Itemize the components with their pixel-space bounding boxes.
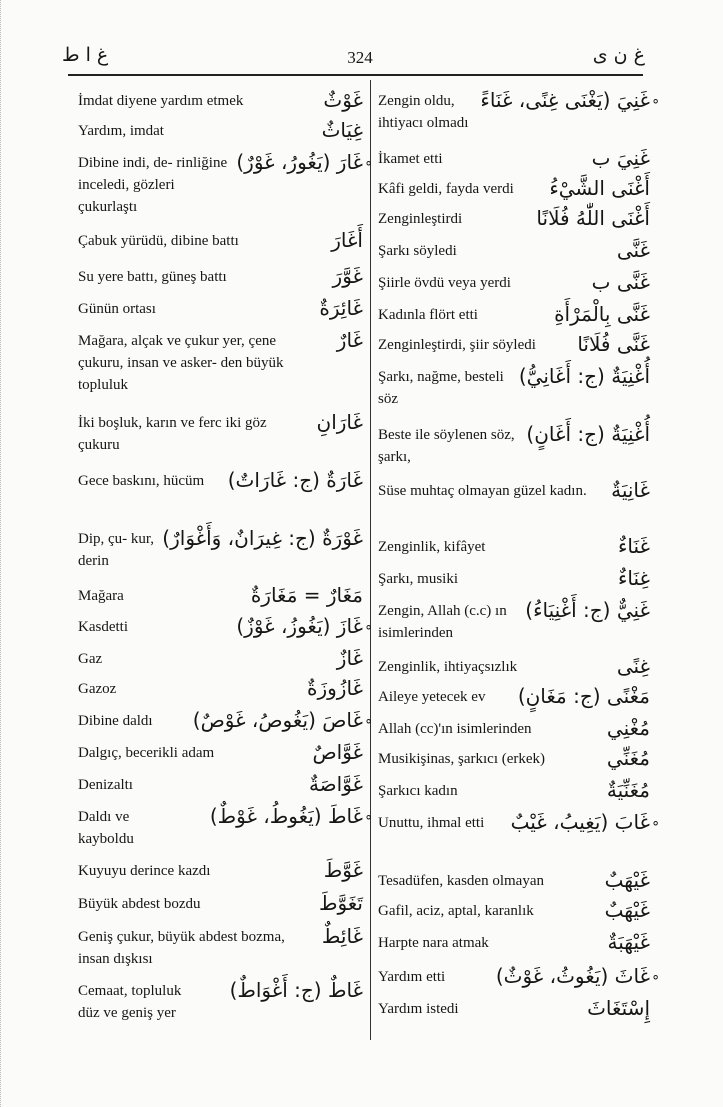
entry-arabic-headword: مَغْنًى (ج: مَغَانٍ) [517, 684, 650, 708]
entry-turkish-meaning: Unuttu, ihmal etti [378, 815, 485, 831]
root-marker-dot: ∘ [364, 810, 373, 825]
dictionary-entry [78, 804, 373, 847]
entry-turkish-meaning: Harpte nara atmak [378, 935, 489, 951]
dictionary-entry [378, 422, 650, 465]
entry-turkish-meaning: Dalgıç, becerikli adam [78, 745, 215, 761]
entry-arabic-headword: غَاطٌ (ج: أَغْوَاطٌ) [229, 978, 363, 1002]
root-marker-dot: ∘ [364, 156, 373, 171]
dictionary-entry [378, 900, 650, 930]
entry-turkish-meaning: Şiirle övdü veya yerdi [378, 275, 511, 291]
entry-arabic-headword: أَغْنَى اللّٰهُ فُلَانًا [536, 206, 650, 230]
root-marker-dot: ∘ [651, 816, 660, 831]
entry-arabic-headword: غَاثَ (يَغُوثُ، غَوْثٌ) [495, 964, 650, 988]
entry-arabic-headword: غَوَّرَ [332, 264, 363, 288]
dictionary-entry [78, 774, 363, 804]
entry-arabic-headword: غَائِطٌ [321, 924, 363, 948]
entry-arabic-headword: غَوَّاصَةٌ [308, 772, 363, 796]
entry-arabic-headword: غَاصَ (يَغُوصُ، غَوْصٌ) [192, 708, 363, 732]
entry-turkish-meaning: Dibine indi, de- rinliğine inceledi, gözleri çukurlaştı [78, 155, 228, 215]
dictionary-entry [78, 90, 363, 120]
dictionary-entry [78, 978, 363, 1021]
entry-turkish-meaning: Zenginleştirdi [378, 211, 463, 227]
entry-arabic-headword: غَاطَ (يَغُوطُ، غَوْطٌ) [209, 804, 363, 828]
entry-turkish-meaning: Zengin, Allah (c.c) ın isimlerinden [378, 603, 507, 641]
entry-turkish-meaning: Gaz [78, 651, 103, 667]
entry-turkish-meaning: Gazoz [78, 681, 117, 697]
dictionary-entry [78, 410, 363, 453]
entry-arabic-headword: غَنِيٌّ (ج: أَغْنِيَاءُ) [525, 598, 650, 622]
dictionary-entry [378, 964, 660, 996]
entry-arabic-headword: غَنِيَ (يَغْنَى غِنًى، غَنَاءً [480, 88, 650, 112]
entry-arabic-headword: غَازٌ [336, 646, 363, 670]
entry-arabic-headword: غَازَ (يَغُوزُ، غَوْزٌ) [236, 614, 363, 638]
entry-turkish-meaning: Zengin oldu, ihtiyacı olmadı [378, 93, 469, 131]
entry-arabic-headword: غَنَّى [616, 238, 650, 262]
dictionary-entry [378, 932, 650, 962]
entry-arabic-headword: غَنَاءٌ [618, 534, 650, 558]
entry-turkish-meaning: İkamet etti [378, 151, 443, 167]
entry-turkish-meaning: Beste ile söylenen söz, şarkı, [378, 427, 515, 465]
dictionary-entry [378, 364, 650, 407]
dictionary-entry [78, 298, 363, 328]
entry-turkish-meaning: Zenginlik, kifâyet [378, 539, 486, 555]
entry-turkish-meaning: Aileye yetecek ev [378, 689, 486, 705]
entry-turkish-meaning: Süse muhtaç olmayan güzel kadın. [378, 483, 587, 499]
entry-arabic-headword: مُغَنِّي [606, 746, 650, 770]
dictionary-entry [378, 240, 650, 270]
dictionary-entry [78, 678, 363, 708]
entry-arabic-headword: غَوْرَةٌ (ج: غِيرَانٌ، وَأَغْوَارٌ) [162, 526, 363, 550]
dictionary-entry [378, 718, 650, 748]
entry-arabic-headword: غَيْهَبَةٌ [607, 930, 650, 954]
page-number: 324 [347, 48, 373, 67]
dictionary-entry [378, 656, 650, 686]
entry-turkish-meaning: Mağara, alçak ve çukur yer, çene çukuru, insan ve asker- den büyük topluluk [78, 333, 284, 393]
dictionary-entry [78, 860, 363, 890]
dictionary-entry [78, 614, 373, 646]
dictionary-entry [378, 148, 650, 178]
entry-turkish-meaning: Büyük abdest bozdu [78, 896, 201, 912]
entry-turkish-meaning: Musikişinas, şarkıcı (erkek) [378, 751, 546, 767]
entry-arabic-headword: غَابَ (يَغِيبُ، غَيْبٌ [510, 810, 650, 834]
dictionary-entry [78, 150, 373, 215]
entry-turkish-meaning: Dibine daldı [78, 713, 153, 729]
dictionary-entry [378, 686, 650, 716]
entry-arabic-headword: تَغَوَّطَ [318, 891, 363, 915]
entry-arabic-headword: أُغْنِيَةٌ (ج: أَغَانِيُّ) [518, 364, 650, 388]
entry-arabic-headword: غَنَّى ب [591, 270, 650, 294]
entry-arabic-headword: غَوْثٌ [323, 88, 363, 112]
entry-arabic-headword: غِنًى [616, 654, 650, 678]
entry-turkish-meaning: Yardım istedi [378, 1001, 459, 1017]
dictionary-entry [378, 88, 660, 131]
dictionary-entry [78, 120, 363, 150]
entry-arabic-headword: غَيْهَبٌ [604, 898, 650, 922]
entry-turkish-meaning: Yardım, imdat [78, 123, 164, 139]
dictionary-entry [78, 585, 363, 615]
dictionary-entry [378, 998, 650, 1028]
dictionary-entry [378, 568, 650, 598]
dictionary-entry [78, 648, 363, 678]
entry-arabic-headword: غَارٌ [336, 328, 363, 352]
root-marker-dot: ∘ [364, 714, 373, 729]
dictionary-entry [378, 208, 650, 238]
entry-turkish-meaning: Gafil, aciz, aptal, karanlık [378, 903, 534, 919]
entry-turkish-meaning: Şarkı, musiki [378, 571, 459, 587]
dictionary-entry [378, 748, 650, 778]
entry-turkish-meaning: Kuyuyu derince kazdı [78, 863, 211, 879]
entry-turkish-meaning: İmdat diyene yardım etmek [78, 93, 244, 109]
dictionary-entry [378, 810, 660, 842]
column-divider [370, 80, 371, 1040]
entry-turkish-meaning: Şarkı, nağme, besteli söz [378, 369, 504, 407]
entry-turkish-meaning: Zenginlik, ihtiyaçsızlık [378, 659, 518, 675]
entry-turkish-meaning: Mağara [78, 588, 124, 604]
entry-arabic-headword: غَازُوزَةٌ [306, 676, 363, 700]
dictionary-entry [78, 742, 363, 772]
dictionary-entry [78, 266, 363, 296]
entry-arabic-headword: غَوَّاصٌ [312, 740, 363, 764]
dictionary-entry [78, 893, 363, 923]
entry-arabic-headword: غَارَ (يَغُورُ، غَوْرٌ) [236, 150, 363, 174]
dictionary-entry [378, 304, 650, 334]
entry-arabic-headword: غَيْهَبٌ [604, 868, 650, 892]
entry-arabic-headword: غَارَةٌ (ج: غَارَاتٌ) [227, 468, 363, 492]
entry-arabic-headword: غَنِيَ ب [591, 146, 650, 170]
entry-turkish-meaning: Kasdetti [78, 619, 128, 635]
entry-arabic-headword: غَنَّى فُلَانًا [577, 332, 650, 356]
dictionary-entry [378, 272, 650, 302]
entry-arabic-headword: أَغْنَى الشَّيْءُ [549, 176, 650, 200]
entry-turkish-meaning: Yardım etti [378, 969, 446, 985]
entry-turkish-meaning: Geniş çukur, büyük abdest bozma, insan dışkısı [78, 929, 285, 967]
entry-arabic-headword: غِنَاءٌ [618, 566, 650, 590]
scan-margin [0, 0, 15, 1107]
entry-arabic-headword: غَارَانِ [316, 410, 363, 434]
root-marker-dot: ∘ [651, 970, 660, 985]
entry-turkish-meaning: Kâfi geldi, fayda verdi [378, 181, 514, 197]
entry-turkish-meaning: Kadınla flört etti [378, 307, 478, 323]
entry-arabic-headword: مُغَنِّيَةٌ [606, 778, 650, 802]
entry-turkish-meaning: Günün ortası [78, 301, 156, 317]
root-marker-dot: ∘ [364, 620, 373, 635]
header-right-letters: غ ن ى [592, 44, 645, 66]
entry-turkish-meaning: Çabuk yürüdü, dibine battı [78, 233, 239, 249]
root-marker-dot: ∘ [651, 94, 660, 109]
entry-arabic-headword: غِيَاثٌ [321, 118, 363, 142]
dictionary-entry [378, 480, 650, 510]
header-left-letters: غ ا ط [62, 44, 109, 66]
header-rule [68, 74, 643, 76]
entry-turkish-meaning: Şarkıcı kadın [378, 783, 458, 799]
dictionary-entry [78, 924, 363, 967]
entry-turkish-meaning: İki boşluk, karın ve ferc iki göz çukuru [78, 415, 267, 453]
dictionary-entry [78, 230, 363, 260]
entry-arabic-headword: غَنَّى بِالْمَرْأَةِ [554, 302, 650, 326]
entry-turkish-meaning: Şarkı söyledi [378, 243, 457, 259]
entry-turkish-meaning: Gece baskını, hücüm [78, 473, 205, 489]
entry-turkish-meaning: Dip, çu- kur, derin [78, 531, 155, 569]
entry-turkish-meaning: Denizaltı [78, 777, 133, 793]
entry-arabic-headword: إِسْتَغَاثَ [587, 996, 650, 1020]
dictionary-entry [378, 334, 650, 364]
entry-turkish-meaning: Daldı ve kayboldu [78, 809, 134, 847]
dictionary-entry [378, 598, 650, 641]
entry-arabic-headword: غَانِيَةٌ [611, 478, 650, 502]
entry-turkish-meaning: Allah (cc)'ın isimlerinden [378, 721, 532, 737]
dictionary-entry [78, 526, 363, 569]
dictionary-entry [378, 536, 650, 566]
dictionary-entry [378, 870, 650, 900]
entry-arabic-headword: مَغَارٌ = مَغَارَةٌ [250, 583, 363, 607]
entry-turkish-meaning: Cemaat, topluluk düz ve geniş yer [78, 983, 182, 1021]
entry-arabic-headword: أَغَارَ [331, 228, 363, 252]
entry-arabic-headword: غَوَّطَ [323, 858, 363, 882]
entry-arabic-headword: غَائِرَةٌ [319, 296, 363, 320]
dictionary-entry [78, 470, 363, 500]
dictionary-entry [78, 328, 363, 393]
entry-turkish-meaning: Zenginleştirdi, şiir söyledi [378, 337, 536, 353]
entry-turkish-meaning: Tesadüfen, kasden olmayan [378, 873, 544, 889]
entry-arabic-headword: أُغْنِيَةٌ (ج: أَغَانٍ) [526, 422, 650, 446]
dictionary-entry [378, 178, 650, 208]
dictionary-entry [78, 708, 373, 740]
entry-turkish-meaning: Su yere battı, güneş battı [78, 269, 227, 285]
entry-arabic-headword: مُغْنِي [606, 716, 650, 740]
dictionary-entry [378, 780, 650, 810]
